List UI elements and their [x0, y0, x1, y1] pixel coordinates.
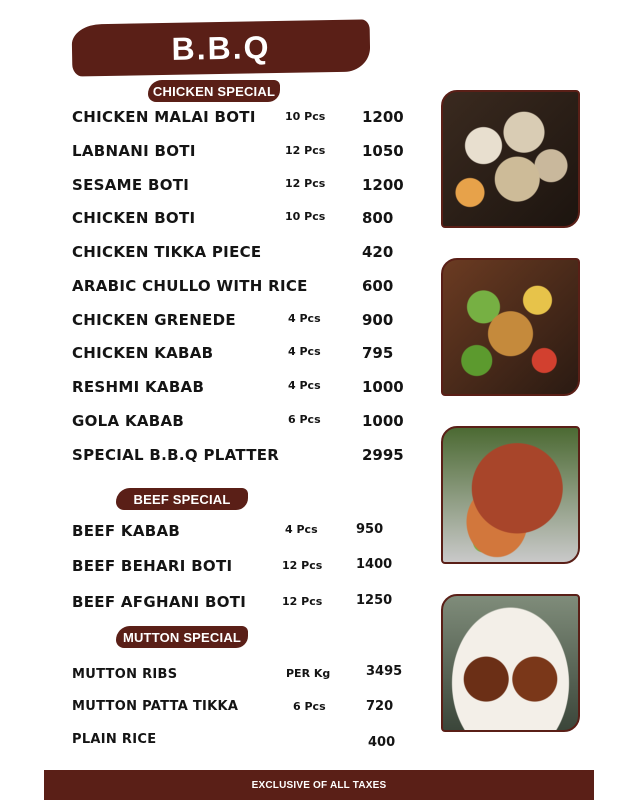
item-name: CHICKEN TIKKA PIECE [72, 243, 262, 261]
item-price: 1250 [356, 593, 393, 608]
item-name: MUTTON RIBS [72, 667, 178, 682]
footer-bar [44, 770, 594, 800]
item-price: 1000 [362, 412, 404, 430]
item-name: ARABIC CHULLO WITH RICE [72, 277, 308, 295]
item-name: SPECIAL B.B.Q PLATTER [72, 446, 280, 464]
item-quantity: 4 Pcs [288, 312, 321, 325]
item-name: LABNANI BOTI [72, 142, 196, 160]
item-price: 1200 [362, 108, 404, 126]
item-name: CHICKEN MALAI BOTI [72, 108, 256, 126]
section-heading-chicken: CHICKEN SPECIAL [148, 80, 280, 102]
item-price: 2995 [362, 446, 404, 464]
item-name: BEEF KABAB [72, 522, 181, 540]
item-quantity: 4 Pcs [288, 379, 321, 392]
item-name: BEEF AFGHANI BOTI [72, 593, 247, 611]
item-name: MUTTON PATTA TIKKA [72, 699, 239, 714]
menu-title: B.B.Q [72, 19, 371, 76]
item-quantity: PER Kg [286, 667, 331, 680]
kabab-plate-photo [441, 594, 580, 732]
item-price: 900 [362, 311, 394, 329]
taxes-note: EXCLUSIVE OF ALL TAXES [251, 779, 387, 791]
item-quantity: 12 Pcs [285, 177, 326, 190]
bbq-platter-photo [441, 258, 580, 396]
chicken-malai-boti-photo [441, 90, 580, 228]
item-price: 3495 [366, 664, 403, 679]
item-price: 1000 [362, 378, 404, 396]
item-name: CHICKEN BOTI [72, 209, 196, 227]
item-quantity: 6 Pcs [293, 700, 326, 713]
item-price: 600 [362, 277, 394, 295]
item-name: CHICKEN KABAB [72, 344, 214, 362]
item-quantity: 12 Pcs [282, 559, 323, 572]
item-name: RESHMI KABAB [72, 378, 205, 396]
item-price: 1050 [362, 142, 404, 160]
item-price: 420 [362, 243, 394, 261]
item-name: PLAIN RICE [72, 732, 157, 747]
item-quantity: 12 Pcs [285, 144, 326, 157]
item-name: SESAME BOTI [72, 176, 190, 194]
item-price: 400 [368, 735, 396, 750]
item-name: CHICKEN GRENEDE [72, 311, 236, 329]
item-price: 1200 [362, 176, 404, 194]
section-heading-mutton: MUTTON SPECIAL [116, 626, 248, 648]
mutton-ribs-photo [441, 426, 580, 564]
item-quantity: 4 Pcs [288, 345, 321, 358]
item-name: GOLA KABAB [72, 412, 185, 430]
item-price: 950 [356, 522, 384, 537]
section-heading-beef: BEEF SPECIAL [116, 488, 248, 510]
item-quantity: 10 Pcs [285, 210, 326, 223]
item-quantity: 6 Pcs [288, 413, 321, 426]
item-price: 795 [362, 344, 394, 362]
item-price: 720 [366, 699, 394, 714]
item-name: BEEF BEHARI BOTI [72, 557, 233, 575]
item-quantity: 4 Pcs [285, 523, 318, 536]
item-price: 800 [362, 209, 394, 227]
item-price: 1400 [356, 557, 393, 572]
item-quantity: 10 Pcs [285, 110, 326, 123]
item-quantity: 12 Pcs [282, 595, 323, 608]
